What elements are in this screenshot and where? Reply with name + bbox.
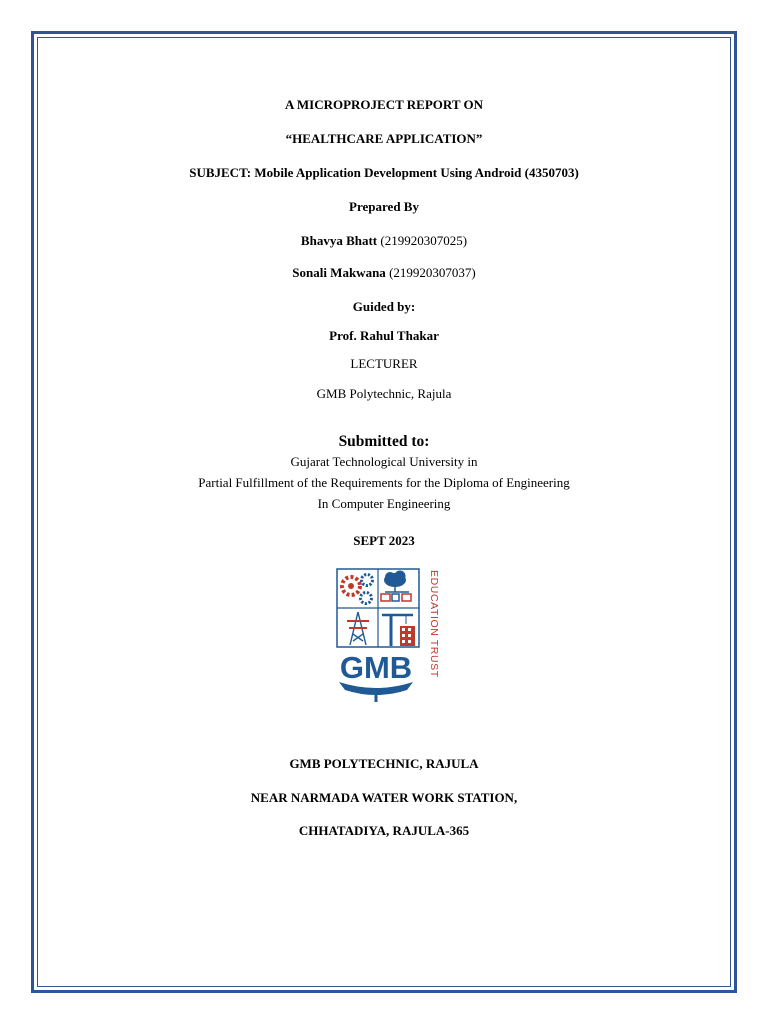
student-2-enrollment: (219920307037) bbox=[389, 265, 476, 280]
guide-designation: LECTURER bbox=[350, 356, 418, 371]
student-1-name: Bhavya Bhatt bbox=[300, 233, 378, 248]
subject-line: SUBJECT: Mobile Application Development Using Android (4350703) bbox=[189, 165, 579, 180]
guided-by-label: Guided by: bbox=[352, 299, 416, 314]
project-title: “HEALTHCARE APPLICATION” bbox=[285, 131, 483, 146]
university-line: Gujarat Technological University in bbox=[290, 454, 478, 469]
gmb-logo bbox=[333, 566, 440, 704]
report-heading: A MICROPROJECT REPORT ON bbox=[284, 97, 484, 112]
logo-brand-text: GMB bbox=[339, 650, 413, 685]
address-line-3: CHHATADIYA, RAJULA-365 bbox=[298, 823, 470, 838]
student-2 bbox=[0, 265, 768, 281]
guide-name: Prof. Rahul Thakar bbox=[329, 328, 439, 343]
submission-date: SEPT 2023 bbox=[353, 533, 415, 548]
address-line-2: NEAR NARMADA WATER WORK STATION, bbox=[250, 790, 518, 805]
address-line-1: GMB POLYTECHNIC, RAJULA bbox=[289, 756, 479, 771]
student-1 bbox=[0, 233, 768, 249]
student-2-name: Sonali Makwana bbox=[292, 265, 386, 280]
logo-side-text: EDUCATION TRUST bbox=[428, 570, 440, 678]
purpose-line: Partial Fulfillment of the Requirements for the Diploma of Engineering bbox=[198, 475, 570, 490]
prepared-by-label: Prepared By bbox=[349, 199, 419, 214]
guide-institute: GMB Polytechnic, Rajula bbox=[316, 386, 452, 401]
branch-line: In Computer Engineering bbox=[317, 496, 451, 511]
submitted-to-label: Submitted to: bbox=[338, 433, 430, 450]
student-1-enrollment: (219920307025) bbox=[380, 233, 468, 248]
